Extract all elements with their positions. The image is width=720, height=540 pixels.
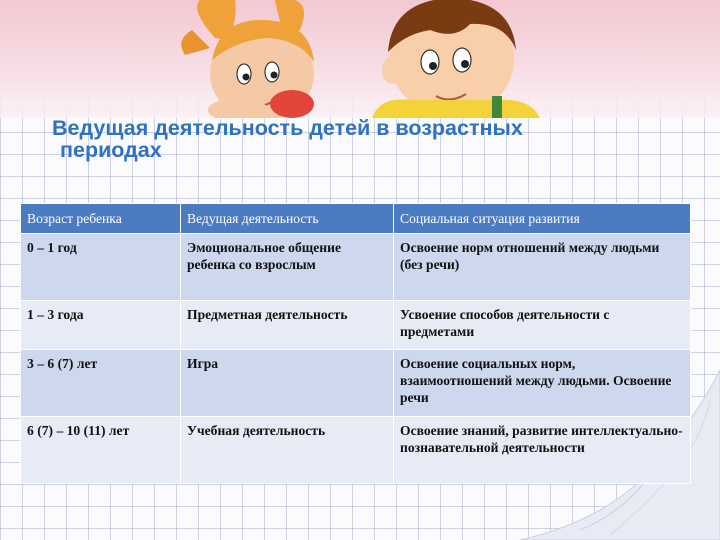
table-row [21,350,691,417]
cell-age: 6 (7) – 10 (11) лет [21,417,181,484]
top-banner [0,0,720,118]
cell-activity: Эмоциональное общение ребенка со взрослым [181,234,394,301]
table-row [21,234,691,301]
table-row [21,417,691,484]
cell-situation: Освоение социальных норм, взаимоотношений между людьми. Освоение речи [394,350,691,417]
cell-age: 1 – 3 года [21,301,181,350]
header-situation: Социальная ситуация развития [394,204,691,234]
cartoon-kids-illustration [0,0,720,118]
header-age: Возраст ребенка [21,204,181,234]
title-line-1: Ведущая деятельность детей в возрастных [52,116,523,140]
cell-activity: Предметная деятельность [181,301,394,350]
activity-table [20,203,691,484]
slide-title [52,117,652,161]
cell-age: 3 – 6 (7) лет [21,350,181,417]
cell-situation: Освоение знаний, развитие интеллектуально-познавательной деятельности [394,417,691,484]
cell-situation: Освоение норм отношений между людьми (без речи) [394,234,691,301]
table-header-row [21,204,691,234]
table-row [21,301,691,350]
header-activity: Ведущая деятельность [181,204,394,234]
cell-activity: Учебная деятельность [181,417,394,484]
cell-age: 0 – 1 год [21,234,181,301]
cell-situation: Усвоение способов деятельности с предметами [394,301,691,350]
title-line-2: периодах [60,138,162,162]
cell-activity: Игра [181,350,394,417]
